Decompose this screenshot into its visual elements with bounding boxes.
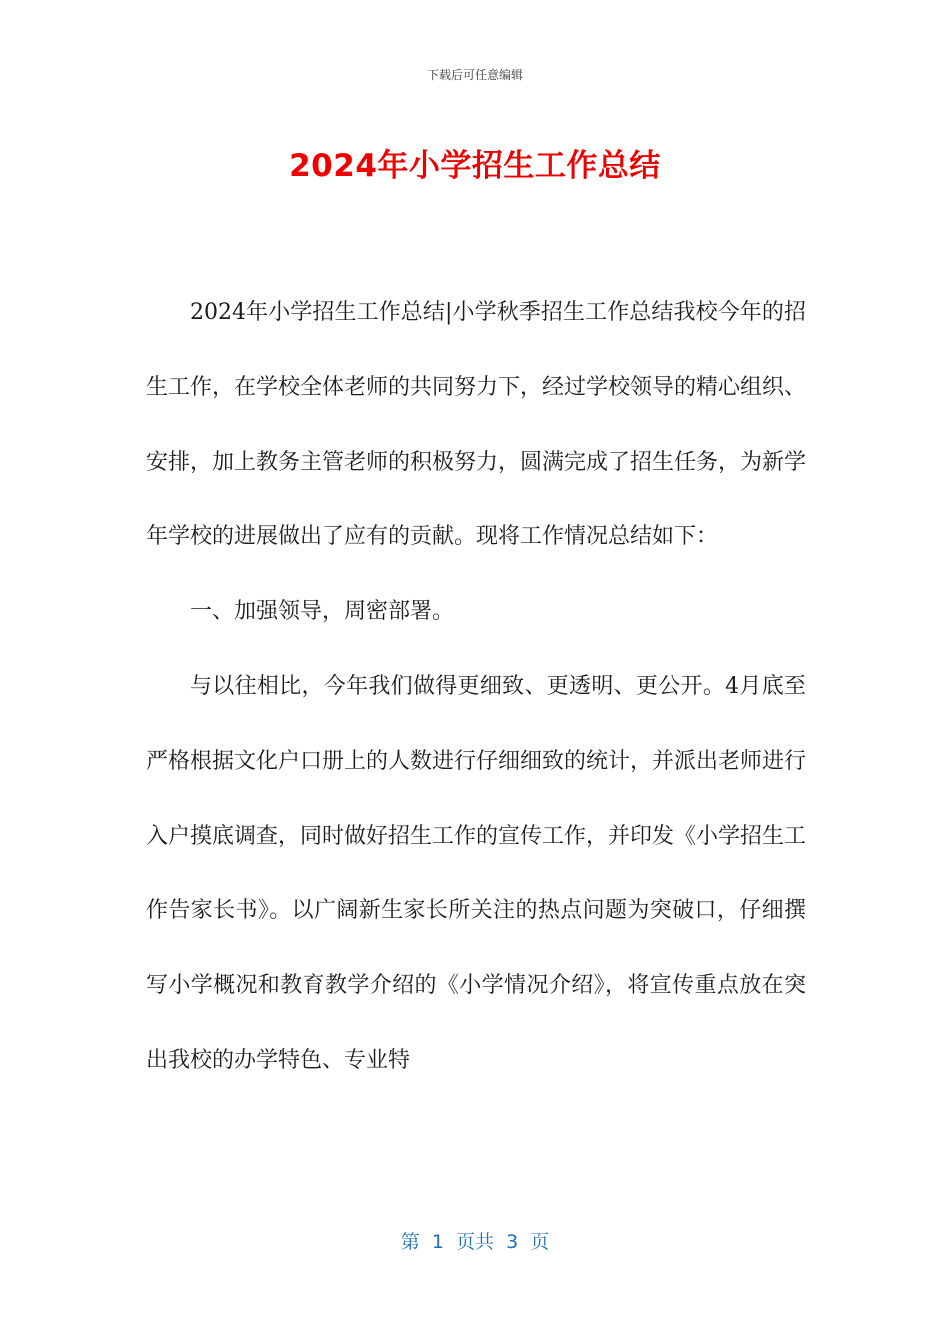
paragraph-details: 与以往相比，今年我们做得更细致、更透明、更公开。4月底至严格根据文化户口册上的人数进行仔细细致的统计，并派出老师进行入户摸底调查，同时做好招生工作的宣传工作，并印发《小学招生工作告家长书》。以广阔新生家长所关注的热点问题为突破口，仔细撰写小学概况和教育教学介绍的《小学情况介绍》，将宣传重点放在突出我校的办学特色、专业特 — [146, 673, 807, 1073]
document-body — [146, 276, 806, 1099]
paragraph-intro: 2024年小学招生工作总结|小学秋季招生工作总结我校今年的招生工作，在学校全体老师的共同努力下，经过学校领导的精心组织、安排，加上教务主管老师的积极努力，圆满完成了招生任务，为新学年学校的进展做出了应有的贡献。现将工作情况总结如下： — [146, 300, 807, 550]
page-number-footer: 第 1 页共 3 页 — [400, 1231, 550, 1253]
paragraph-section-heading: 一、加强领导，周密部署。 — [190, 599, 455, 625]
header-note: 下载后可任意编辑 — [426, 68, 523, 82]
document-title: 2024年小学招生工作总结 — [289, 148, 661, 184]
